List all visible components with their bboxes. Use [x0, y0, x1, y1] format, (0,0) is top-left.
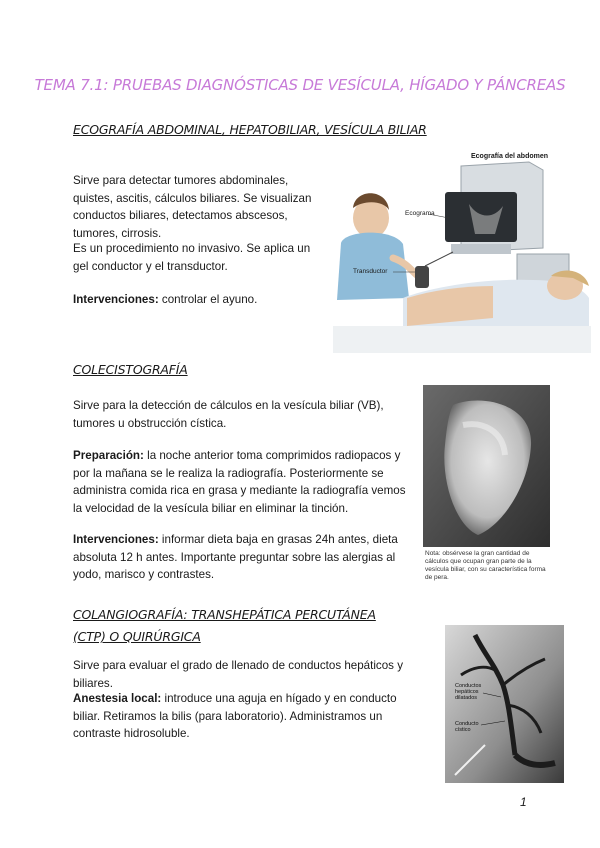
label-transductor: Transductor [353, 268, 388, 275]
colangiografia-anesthesia [73, 690, 423, 743]
ecografia-interventions [73, 291, 323, 309]
colangiografia-paragraph-1: Sirve para evaluar el grado de llenado de conductos hepáticos y biliares. [73, 659, 403, 690]
interventions-label: Intervenciones: [73, 533, 159, 546]
label-ecograma: Ecograma [405, 210, 435, 217]
anesthesia-text: introduce una aguja en hígado y en conducto biliar. Retiramos la bilis (para laboratorio). Administramos un contraste hidrosoluble. [73, 692, 397, 740]
gallbladder-xray-image [423, 385, 550, 547]
xray-graphic [423, 385, 550, 547]
ecografia-paragraph-1: Sirve para detectar tumores abdominales, quistes, ascitis, cálculos biliares. Se visualizan conductos biliares, detectamos abscesos, tumores, cirrosis. [73, 174, 312, 240]
figure-title: Ecografía del abdomen [471, 153, 549, 160]
ultrasound-scene-graphic [333, 148, 591, 353]
interventions-label: Intervenciones: [73, 293, 159, 306]
interventions-text: controlar el ayuno. [158, 293, 258, 306]
xray-caption: Nota: obsérvese la gran cantidad de cálculos que ocupan gran parte de la vesícula biliar, con su característica forma de pera. [425, 550, 546, 581]
ecografia-paragraph-2: Es un procedimiento no invasivo. Se aplica un gel conductor y el transductor. [73, 242, 311, 273]
preparation-text: la noche anterior toma comprimidos radiopacos y por la mañana se le realiza la radiografía. Posteriormente se administra comida rica en grasa y mediante la radiografía vemos la velocidad de la vesícula biliar en eliminar la tinción. [73, 449, 406, 515]
document-title: TEMA 7.1: PRUEBAS DIAGNÓSTICAS DE VESÍCULA, HÍGADO Y PÁNCREAS [34, 76, 566, 94]
cholangiography-graphic [445, 625, 564, 783]
section-heading-colangiografia: COLANGIOGRAFÍA: TRANSHEPÁTICA PERCUTÁNEA (CTP) O QUIRÚRGICA [73, 607, 376, 644]
colecistografia-preparation [73, 447, 415, 517]
anesthesia-label: Anestesia local: [73, 692, 162, 705]
section-heading-ecografia: ECOGRAFÍA ABDOMINAL, HEPATOBILIAR, VESÍCULA BILIAR [73, 122, 427, 137]
label-dilated-ducts: Conductos hepáticos dilatados [455, 683, 482, 701]
ultrasound-illustration [333, 148, 591, 353]
label-cystic-duct: Conducto cístico [455, 721, 479, 733]
page-number: 1 [520, 795, 527, 809]
cholangiography-image [445, 625, 564, 783]
section-heading-colecistografia: COLECISTOGRAFÍA [73, 362, 188, 377]
colecistografia-paragraph-1: Sirve para la detección de cálculos en la vesícula biliar (VB), tumores u obstrucción cística. [73, 399, 384, 430]
interventions-text: informar dieta baja en grasas 24h antes, dieta absoluta 12 h antes. Importante preguntar sobre las alergias al yodo, marisco y contrastes. [73, 533, 398, 581]
preparation-label: Preparación: [73, 449, 144, 462]
colecistografia-interventions [73, 531, 413, 584]
